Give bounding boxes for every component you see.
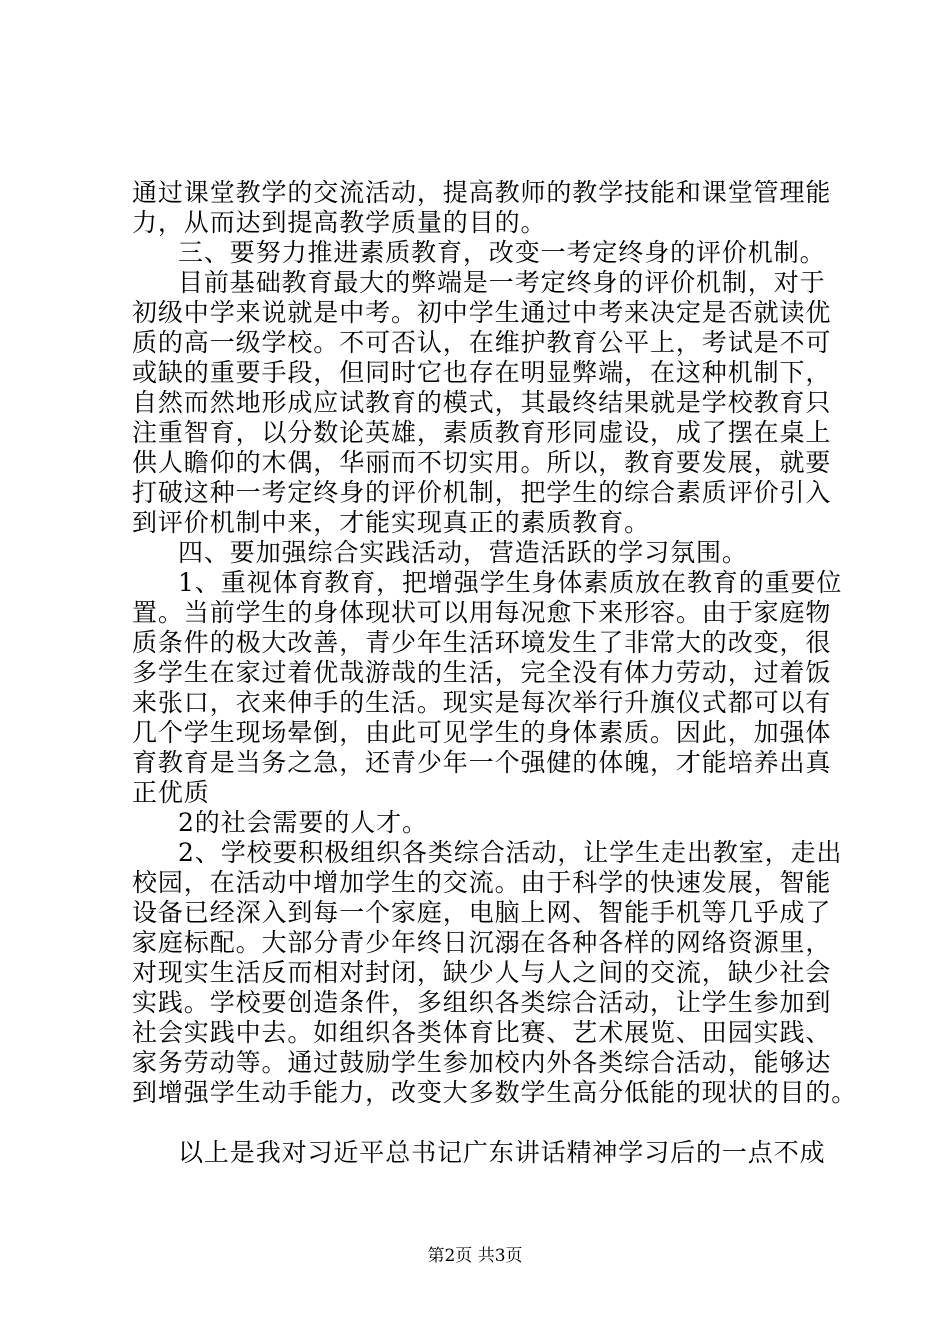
section-heading: 三、要努力推进素质教育，改变一考定终身的评价机制。	[178, 238, 826, 267]
paragraph-line: 打破这种一考定终身的评价机制，把学生的综合素质评价引入	[132, 478, 832, 507]
paragraph-line: 质条件的极大改善，青少年生活环境发生了非常大的改变，很	[132, 628, 832, 657]
paragraph-line: 实践。学校要创造条件，多组织各类综合活动，让学生参加到	[132, 988, 832, 1017]
paragraph-line: 对现实生活反而相对封闭，缺少人与人之间的交流，缺少社会	[132, 958, 832, 987]
paragraph-line: 注重智育，以分数论英雄，素质教育形同虚设，成了摆在桌上	[132, 418, 832, 447]
paragraph-line: 2、学校要积极组织各类综合活动，让学生走出教室，走出	[178, 838, 843, 867]
paragraph-line: 初级中学来说就是中考。初中学生通过中考来决定是否就读优	[132, 298, 832, 327]
paragraph-line: 设备已经深入到每一个家庭，电脑上网、智能手机等几乎成了	[132, 898, 832, 927]
paragraph-line: 目前基础教育最大的弊端是一考定终身的评价机制，对于	[178, 268, 826, 297]
paragraph-line: 力，从而达到提高教学质量的目的。	[132, 208, 547, 237]
paragraph-line: 家务劳动等。通过鼓励学生参加校内外各类综合活动，能够达	[132, 1048, 832, 1077]
paragraph-line: 或缺的重要手段，但同时它也存在明显弊端，在这种机制下，	[132, 358, 832, 387]
paragraph-line: 供人瞻仰的木偶，华丽而不切实用。所以，教育要发展，就要	[132, 448, 832, 477]
paragraph-line: 几个学生现场晕倒，由此可见学生的身体素质。因此，加强体	[132, 718, 832, 747]
paragraph-line: 家庭标配。大部分青少年终日沉溺在各种各样的网络资源里，	[132, 928, 832, 957]
paragraph-line: 2的社会需要的人才。	[178, 808, 428, 837]
paragraph-line: 多学生在家过着优哉游哉的生活，完全没有体力劳动，过着饭	[132, 658, 832, 687]
paragraph-line: 到增强学生动手能力，改变大多数学生高分低能的现状的目的。	[132, 1078, 858, 1107]
paragraph-line: 来张口，衣来伸手的生活。现实是每次举行升旗仪式都可以有	[132, 688, 832, 717]
page-number: 第2页 共3页	[427, 1246, 523, 1266]
paragraph-line: 社会实践中去。如组织各类体育比赛、艺术展览、田园实践、	[132, 1018, 832, 1047]
paragraph-line: 到评价机制中来，才能实现真正的素质教育。	[132, 508, 651, 537]
paragraph-line: 自然而然地形成应试教育的模式，其最终结果就是学校教育只	[132, 388, 832, 417]
paragraph-line: 正优质	[132, 778, 210, 807]
paragraph-line: 1、重视体育教育，把增强学生身体素质放在教育的重要位	[178, 568, 843, 597]
paragraph-line: 校园，在活动中增加学生的交流。由于科学的快速发展，智能	[132, 868, 832, 897]
paragraph-line: 置。当前学生的身体现状可以用每况愈下来形容。由于家庭物	[132, 598, 832, 627]
page-footer	[0, 1245, 950, 1267]
paragraph-line: 以上是我对习近平总书记广东讲话精神学习后的一点不成	[178, 1138, 826, 1167]
section-heading: 四、要加强综合实践活动，营造活跃的学习氛围。	[178, 538, 748, 567]
paragraph-line: 通过课堂教学的交流活动，提高教师的教学技能和课堂管理能	[132, 178, 832, 207]
paragraph-line: 育教育是当务之急，还青少年一个强健的体魄，才能培养出真	[132, 748, 832, 777]
paragraph-line: 质的高一级学校。不可否认，在维护教育公平上，考试是不可	[132, 328, 832, 357]
